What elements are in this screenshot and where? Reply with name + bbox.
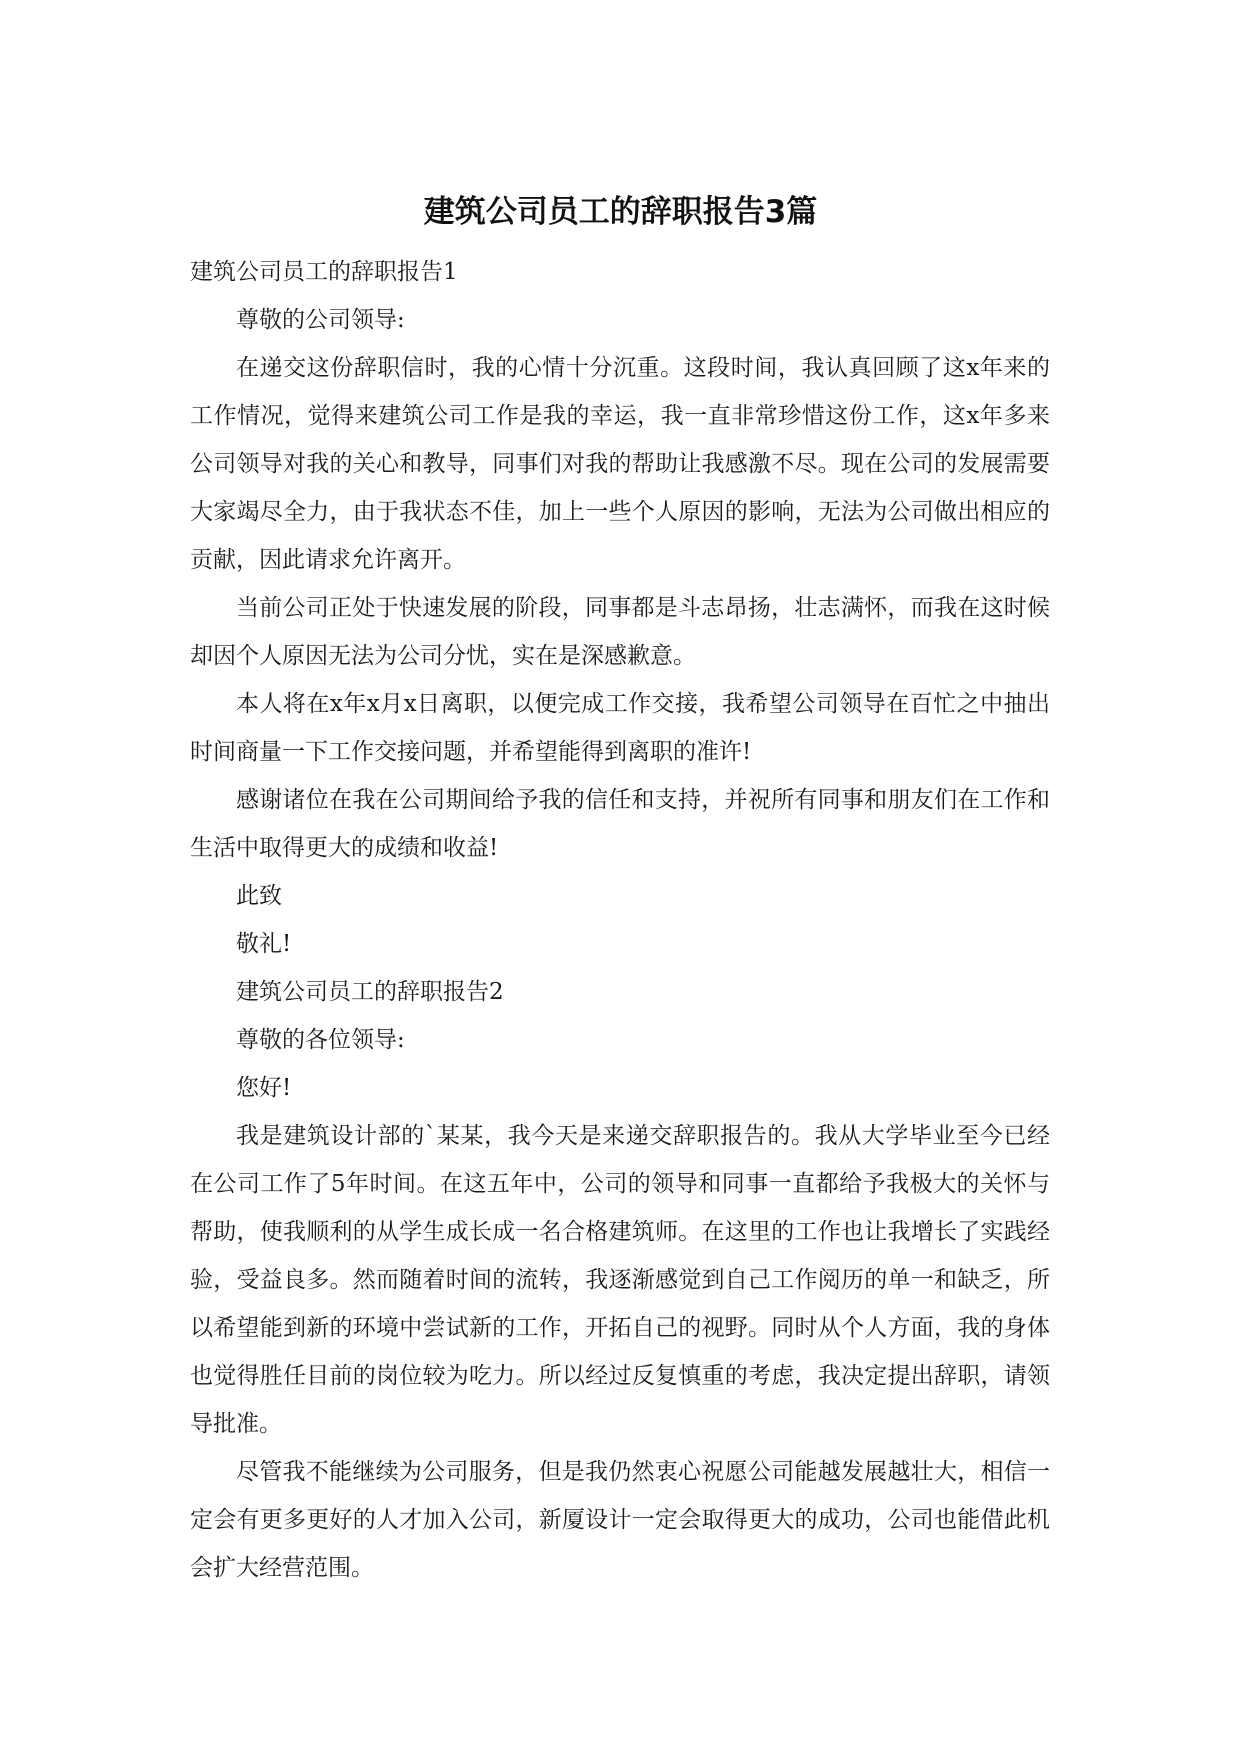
greeting: 您好! xyxy=(236,1075,292,1101)
closing-line: 此致 xyxy=(236,883,282,909)
body-paragraph: 本人将在x年x月x日离职，以便完成工作交接，我希望公司领导在百忙之中抽出时间商量一下工作交接问题，并希望能得到离职的准许! xyxy=(190,691,1050,765)
document-title: 建筑公司员工的辞职报告3篇 xyxy=(423,194,818,230)
document-body xyxy=(190,248,1050,1592)
section-heading-2: 建筑公司员工的辞职报告2 xyxy=(236,979,504,1005)
body-paragraph: 感谢诸位在我在公司期间给予我的信任和支持，并祝所有同事和朋友们在工作和生活中取得更大的成绩和收益! xyxy=(190,787,1050,861)
body-paragraph: 我是建筑设计部的`某某，我今天是来递交辞职报告的。我从大学毕业至今已经在公司工作了5年时间。在这五年中，公司的领导和同事一直都给予我极大的关怀与帮助，使我顺利的从学生成长成一名合格建筑师。在这里的工作也让我增长了实践经验，受益良多。然而随着时间的流转，我逐渐感觉到自己工作阅历的单一和缺乏，所以希望能到新的环境中尝试新的工作，开拓自己的视野。同时从个人方面，我的身体也觉得胜任目前的岗位较为吃力。所以经过反复慎重的考虑，我决定提出辞职，请领导批准。 xyxy=(190,1123,1050,1437)
body-paragraph: 尽管我不能继续为公司服务，但是我仍然衷心祝愿公司能越发展越壮大，相信一定会有更多更好的人才加入公司，新厦设计一定会取得更大的成功，公司也能借此机会扩大经营范围。 xyxy=(190,1459,1050,1581)
salutation-2: 尊敬的各位领导: xyxy=(236,1027,405,1053)
salutation-1: 尊敬的公司领导: xyxy=(236,307,405,333)
body-paragraph: 在递交这份辞职信时，我的心情十分沉重。这段时间，我认真回顾了这x年来的工作情况，觉得来建筑公司工作是我的幸运，我一直非常珍惜这份工作，这x年多来公司领导对我的关心和教导，同事们对我的帮助让我感激不尽。现在公司的发展需要大家竭尽全力，由于我状态不佳，加上一些个人原因的影响，无法为公司做出相应的贡献，因此请求允许离开。 xyxy=(190,355,1050,573)
section-heading-1: 建筑公司员工的辞职报告1 xyxy=(190,259,458,285)
closing-regards: 敬礼! xyxy=(236,931,292,957)
body-paragraph: 当前公司正处于快速发展的阶段，同事都是斗志昂扬，壮志满怀，而我在这时候却因个人原因无法为公司分忧，实在是深感歉意。 xyxy=(190,595,1050,669)
